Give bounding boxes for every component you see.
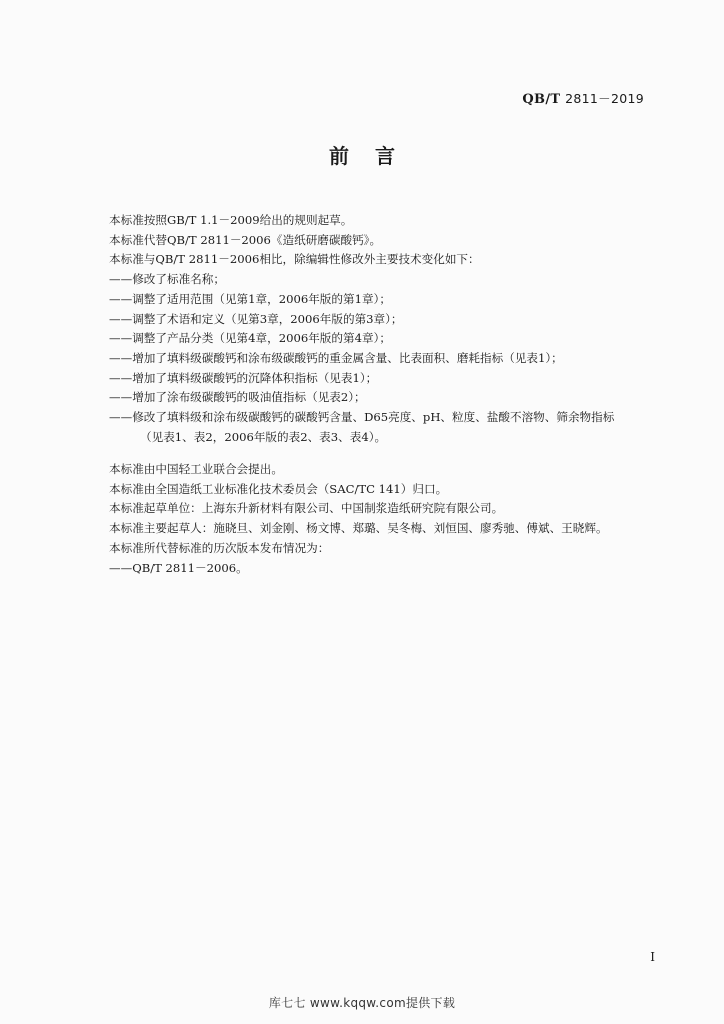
paragraph-drafters: 本标准主要起草人：施晓旦、刘金刚、杨文博、郑璐、吴冬梅、刘恒国、廖秀驰、傅斌、王晓辉。 [109,521,608,536]
page-title: 前言 [329,144,421,168]
history-item: ——QB/T 2811－2006。 [109,560,248,575]
standard-code: 2811－2019 [565,91,644,106]
change-item: ——修改了填料级和涂布级碳酸钙的碳酸钙含量、D65亮度、pH、粒度、盐酸不溶物、筛余物指标 [109,410,615,425]
change-item: ——调整了产品分类（见第4章，2006年版的第4章）； [109,331,391,346]
standard-prefix: QB/T [522,92,561,107]
change-item: ——调整了术语和定义（见第3章，2006年版的第3章）； [109,311,403,326]
paragraph-history-intro: 本标准所代替标准的历次版本发布情况为： [109,540,330,555]
foreword-credits [109,460,664,578]
paragraph-drafting-rules: 本标准按照GB/T 1.1－2009给出的规则起草。 [109,213,353,227]
change-item-continuation: （见表1、表2，2006年版的表2、表3、表4）。 [140,429,387,444]
paragraph-administered-by: 本标准由全国造纸工业标准化技术委员会（SAC/TC 141）归口。 [109,481,448,496]
paragraph-proposed-by: 本标准由中国轻工业联合会提出。 [109,462,283,476]
change-item: ——增加了填料级碳酸钙和涂布级碳酸钙的重金属含量、比表面积、磨耗指标（见表1）； [109,350,563,365]
change-item: ——修改了标准名称； [109,272,225,287]
change-item: ——调整了适用范围（见第1章，2006年版的第1章）； [109,291,391,306]
change-item: ——增加了涂布级碳酸钙的吸油值指标（见表2）； [109,390,366,405]
paragraph-changes-intro: 本标准与QB/T 2811－2006相比，除编辑性修改外主要技术变化如下： [109,252,480,267]
foreword-body [109,211,664,447]
page-number: I [650,950,655,964]
paragraph-replaces: 本标准代替QB/T 2811－2006《造纸研磨碳酸钙》。 [109,232,382,247]
paragraph-drafting-units: 本标准起草单位：上海东升新材料有限公司、中国制浆造纸研究院有限公司。 [109,501,504,516]
standard-number [522,89,644,107]
download-footer: 库七七 www.kqqw.com提供下载 [268,996,456,1010]
change-item: ——增加了填料级碳酸钙的沉降体积指标（见表1）； [109,370,378,385]
